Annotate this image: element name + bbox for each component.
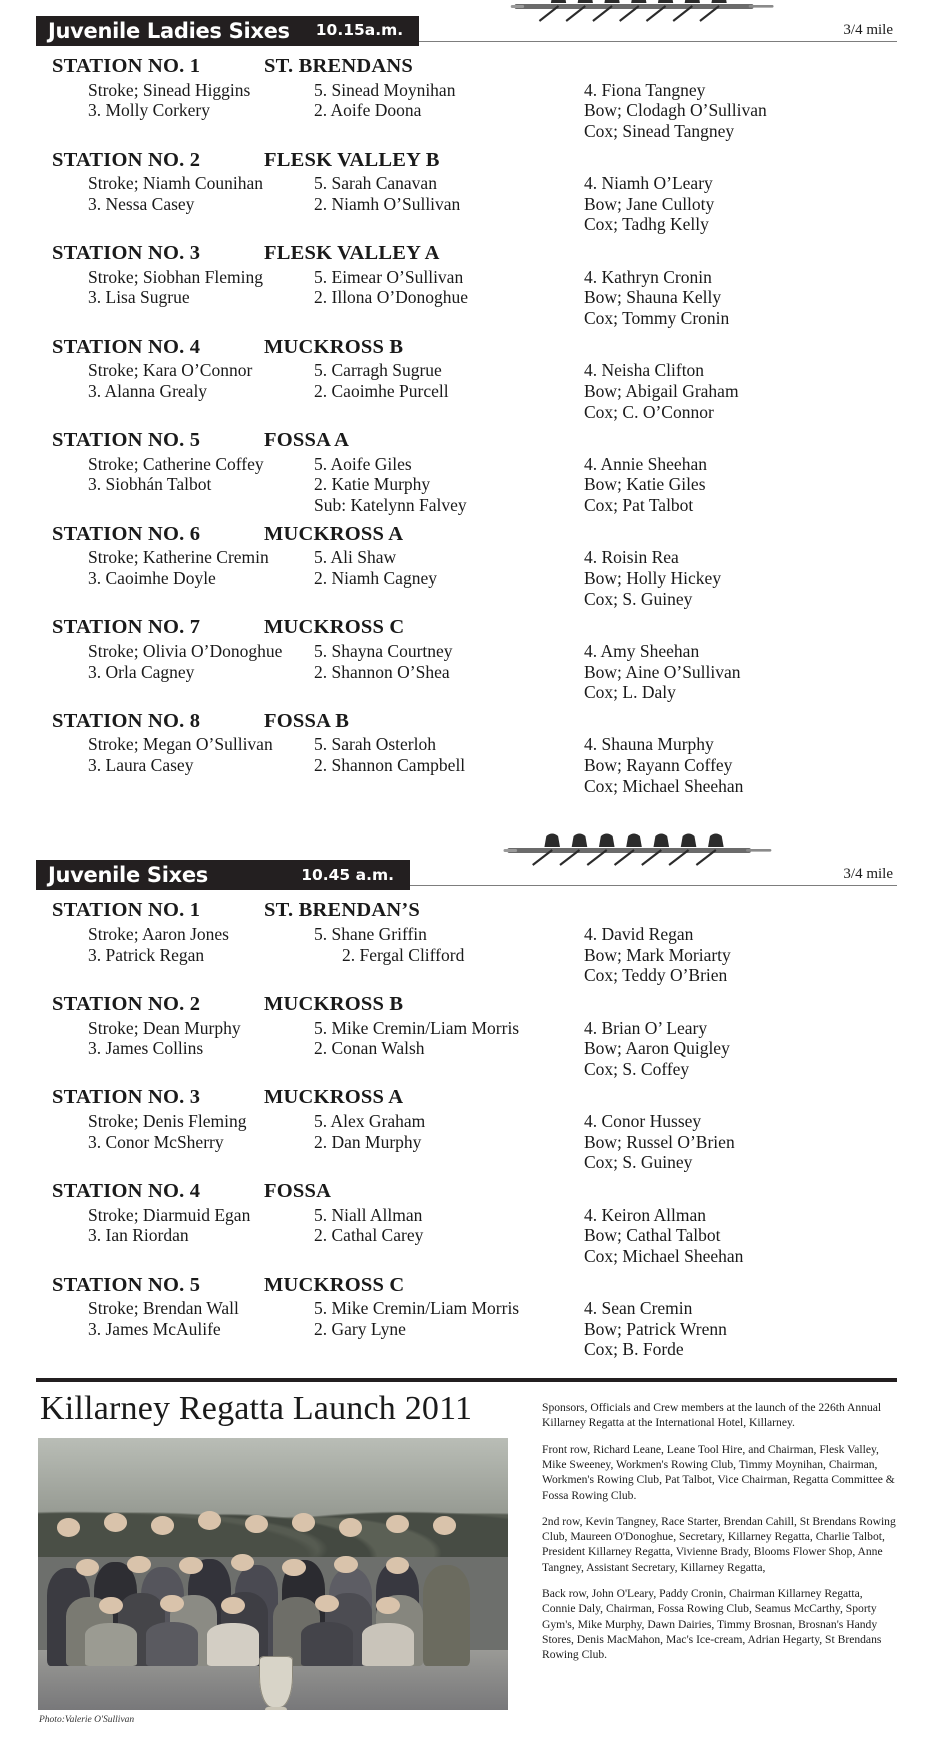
crew-line: 5. Carragh Sugrue	[314, 360, 442, 381]
station-club: MUCKROSS C	[264, 616, 405, 639]
crew-line: 5. Shayna Courtney	[314, 640, 453, 661]
station-number: STATION NO. 8	[52, 709, 201, 732]
crew-line: Stroke; Brendan Wall	[88, 1298, 239, 1319]
station-block	[36, 1179, 897, 1267]
crew-line: Stroke; Denis Fleming	[88, 1111, 247, 1132]
station-block	[36, 1273, 897, 1361]
crew-line: Cox; Michael Sheehan	[584, 1245, 744, 1266]
station-number: STATION NO. 4	[52, 335, 201, 358]
crew-column-2	[314, 267, 584, 329]
crew-line: Cox; B. Forde	[584, 1339, 684, 1360]
crew-line: Cox; Tommy Cronin	[584, 308, 730, 328]
crew-line: Cox; S. Coffey	[584, 1058, 690, 1079]
crew-column-1	[88, 360, 314, 422]
crew-column-2	[314, 1298, 584, 1360]
crew-line: 5. Ali Shaw	[314, 547, 397, 568]
station-club: ST. BRENDAN’S	[264, 899, 420, 922]
station-club: MUCKROSS B	[264, 335, 404, 358]
crew-line: 2. Gary Lyne	[314, 1318, 406, 1339]
band-rule	[419, 41, 897, 42]
crew-line: Stroke; Olivia O’Donoghue	[88, 640, 283, 661]
crew-line: Bow; Holly Hickey	[584, 568, 722, 588]
station-number: STATION NO. 2	[52, 148, 201, 171]
race-band-right	[410, 860, 897, 890]
station-block	[36, 898, 897, 986]
crew-line: Bow; Katie Giles	[584, 474, 706, 495]
feature-section	[36, 1378, 897, 1724]
race-band	[36, 844, 897, 890]
crew-line: 4. Kathryn Cronin	[584, 266, 712, 287]
crew-line: Cox; C. O’Connor	[584, 401, 714, 422]
crew-line: Cox; Tadhg Kelly	[584, 214, 709, 235]
station-number: STATION NO. 1	[52, 55, 201, 77]
crew-column-3	[584, 360, 897, 422]
crew-line: 3. Patrick Regan	[88, 944, 205, 965]
race-band-label	[36, 860, 410, 890]
crew-line: Bow; Jane Culloty	[584, 193, 715, 214]
race-time: 10.15a.m.	[315, 21, 404, 40]
station-header	[36, 898, 897, 924]
crew-row	[36, 1298, 897, 1360]
crew-column-1	[88, 173, 314, 235]
crew-line: 4. Brian O’ Leary	[584, 1017, 708, 1038]
caption-paragraph: Back row, John O'Leary, Paddy Cronin, Chairman Killarney Regatta, Connie Daly, Chairman, Fossa Rowing Club, Seamus McCarthy, Sporty Gym's, Mike Murphy, Dawn Dairies, Timmy Brosnan, Brosnan's Handy Stores, Denis MacMahon, Mac's Ice-cream, Adrian Hegarty, St Brendans Rowing Club.	[542, 1587, 882, 1662]
station-header	[36, 1179, 897, 1205]
crew-column-2	[314, 641, 584, 703]
crew-column-3	[584, 547, 897, 609]
crew-row	[36, 1018, 897, 1080]
rowing-eight-boat-icon	[419, 0, 897, 22]
station-number: STATION NO. 2	[52, 992, 201, 1015]
crew-column-2	[314, 1111, 584, 1173]
crew-line: 4. Neisha Clifton	[584, 360, 705, 381]
crew-column-1	[88, 924, 314, 986]
crew-line: Cox; Pat Talbot	[584, 495, 694, 516]
crew-line: 5. Eimear O’Sullivan	[314, 266, 464, 287]
crew-line: 3. Siobhán Talbot	[88, 474, 212, 495]
crew-substitute-line: Sub: Katelynn Falvey	[314, 495, 467, 516]
station-number: STATION NO. 1	[52, 899, 201, 922]
crew-line: Cox; S. Guiney	[584, 1152, 693, 1173]
section-spacer	[0, 802, 933, 844]
crew-line: Cox; L. Daly	[584, 682, 676, 703]
crew-line: 5. Alex Graham	[314, 1111, 426, 1132]
feature-caption-column	[542, 1388, 897, 1724]
crew-line: 2. Caoimhe Purcell	[314, 380, 449, 401]
station-block	[36, 992, 897, 1080]
crew-line: Stroke; Megan O’Sullivan	[88, 734, 273, 755]
crew-row	[36, 734, 897, 796]
crew-row	[36, 547, 897, 609]
crew-column-3	[584, 1205, 897, 1267]
crew-line: 3. James Collins	[88, 1038, 204, 1059]
crew-line: 5. Mike Cremin/Liam Morris	[314, 1017, 520, 1038]
crew-row	[36, 454, 897, 516]
photo-crowd	[38, 1508, 508, 1666]
station-header	[36, 148, 897, 174]
crew-line: Bow; Patrick Wrenn	[584, 1318, 727, 1339]
crew-column-3	[584, 267, 897, 329]
station-number: STATION NO. 7	[52, 616, 201, 639]
station-number: STATION NO. 3	[52, 1086, 201, 1109]
crew-row	[36, 924, 897, 986]
crew-line: Stroke; Katherine Cremin	[88, 547, 269, 568]
station-number: STATION NO. 3	[52, 242, 201, 265]
caption-paragraph: Front row, Richard Leane, Leane Tool Hire, and Chairman, Flesk Valley, Mike Sweeney, Workmen's Rowing Club, Timmy Moynihan, Chairman, Workmen's Rowing Club, Pat Talbot, Vice Chairman, Regatta Committee & Fossa Rowing Club.	[542, 1442, 895, 1502]
crew-column-2	[314, 173, 584, 235]
station-club: ST. BRENDANS	[264, 55, 413, 77]
crew-row	[36, 267, 897, 329]
crew-line: Bow; Rayann Coffey	[584, 755, 733, 776]
crew-line: Cox; Michael Sheehan	[584, 775, 744, 796]
crew-line: 4. David Regan	[584, 924, 694, 944]
station-club: MUCKROSS A	[264, 522, 404, 545]
station-block	[36, 241, 897, 329]
crew-line: 3. Laura Casey	[88, 755, 194, 776]
crew-line: Stroke; Niamh Counihan	[88, 173, 263, 194]
crew-column-1	[88, 641, 314, 703]
feature-left-column	[36, 1388, 526, 1724]
station-block	[36, 522, 897, 610]
crew-line: 5. Aoife Giles	[314, 453, 412, 474]
crew-row	[36, 641, 897, 703]
crew-column-3	[584, 641, 897, 703]
crew-row	[36, 360, 897, 422]
station-header	[36, 335, 897, 361]
station-block	[36, 615, 897, 703]
crew-line: Stroke; Kara O’Connor	[88, 360, 253, 381]
crew-line: Cox; S. Guiney	[584, 588, 693, 609]
crew-line: 3. Nessa Casey	[88, 193, 195, 214]
crew-column-2	[314, 1018, 584, 1080]
crew-line: 5. Sinead Moynihan	[314, 79, 456, 100]
station-club: FOSSA B	[264, 709, 350, 732]
crew-row	[36, 173, 897, 235]
crew-column-3	[584, 734, 897, 796]
crew-line: 4. Shauna Murphy	[584, 734, 714, 755]
crew-line: Stroke; Sinead Higgins	[88, 79, 251, 100]
crew-line: 3. James McAulife	[88, 1318, 221, 1339]
crew-column-1	[88, 1111, 314, 1173]
station-club: MUCKROSS B	[264, 992, 404, 1015]
station-number: STATION NO. 5	[52, 429, 201, 452]
crew-line: Bow; Cathal Talbot	[584, 1225, 721, 1246]
station-header	[36, 428, 897, 454]
station-block	[36, 428, 897, 516]
crew-line: 3. Alanna Grealy	[88, 380, 208, 401]
race-section-juvenile-sixes	[0, 844, 933, 1360]
race-title: Juvenile Ladies Sixes	[48, 18, 290, 43]
station-block	[36, 335, 897, 423]
station-club: MUCKROSS C	[264, 1273, 405, 1296]
crew-line: 5. Sarah Canavan	[314, 173, 437, 194]
crew-row	[36, 1205, 897, 1267]
crew-column-1	[88, 1018, 314, 1080]
crew-line: Stroke; Aaron Jones	[88, 924, 229, 944]
station-block	[36, 54, 897, 142]
race-band	[36, 0, 897, 46]
group-photo	[38, 1438, 508, 1710]
crew-line: 3. Lisa Sugrue	[88, 287, 190, 308]
race-distance: 3/4 mile	[843, 866, 893, 883]
crew-line: 4. Sean Cremin	[584, 1298, 693, 1319]
crew-line: 2. Aoife Doona	[314, 100, 422, 121]
crew-line: 5. Shane Griffin	[314, 924, 427, 944]
race-distance: 3/4 mile	[843, 22, 893, 38]
crew-column-1	[88, 547, 314, 609]
station-header	[36, 1085, 897, 1111]
crew-column-2	[314, 454, 584, 516]
crew-line: 2. Shannon O’Shea	[314, 661, 450, 682]
crew-line: Stroke; Diarmuid Egan	[88, 1204, 251, 1225]
station-header	[36, 615, 897, 641]
crew-line: Bow; Aaron Quigley	[584, 1038, 730, 1059]
crew-column-3	[584, 454, 897, 516]
photo-credit: Photo:Valerie O'Sullivan	[39, 1714, 135, 1725]
crew-column-1	[88, 1205, 314, 1267]
crew-line: Bow; Shauna Kelly	[584, 287, 722, 308]
station-number: STATION NO. 5	[52, 1273, 201, 1296]
crew-line: 5. Mike Cremin/Liam Morris	[314, 1298, 520, 1319]
crew-column-2	[314, 80, 584, 142]
crew-line: 4. Conor Hussey	[584, 1111, 702, 1132]
crew-column-2	[314, 1205, 584, 1267]
station-header	[36, 992, 897, 1018]
station-block	[36, 1085, 897, 1173]
crew-line: 3. Conor McSherry	[88, 1131, 224, 1152]
crew-line: Cox; Teddy O’Brien	[584, 965, 728, 986]
crew-column-3	[584, 1111, 897, 1173]
station-club: MUCKROSS A	[264, 1086, 404, 1109]
crew-line: Bow; Aine O’Sullivan	[584, 661, 741, 682]
race-section-juvenile-ladies-sixes	[0, 0, 933, 796]
race-time: 10.45 a.m.	[301, 865, 394, 884]
station-header	[36, 241, 897, 267]
crew-column-1	[88, 454, 314, 516]
crew-line: Stroke; Catherine Coffey	[88, 453, 264, 474]
trophy-cup	[259, 1656, 293, 1708]
crew-line: 4. Annie Sheehan	[584, 453, 707, 474]
station-club: FOSSA	[264, 1180, 332, 1203]
crew-line: 2. Fergal Clifford	[342, 944, 465, 965]
station-club: FOSSA A	[264, 429, 350, 452]
crew-column-3	[584, 80, 897, 142]
crew-column-3	[584, 1018, 897, 1080]
crew-line: Bow; Mark Moriarty	[584, 944, 731, 965]
crew-line: 2. Niamh O’Sullivan	[314, 193, 461, 214]
crew-column-1	[88, 80, 314, 142]
band-rule	[410, 885, 897, 886]
crew-line: Cox; Sinead Tangney	[584, 120, 735, 141]
crew-column-1	[88, 267, 314, 329]
crew-line: Bow; Abigail Graham	[584, 380, 739, 401]
crew-line: 3. Orla Cagney	[88, 661, 195, 682]
crew-line: 3. Molly Corkery	[88, 100, 211, 121]
race-title: Juvenile Sixes	[48, 862, 209, 887]
crew-column-3	[584, 1298, 897, 1360]
crew-column-1	[88, 734, 314, 796]
crew-column-2	[314, 734, 584, 796]
crew-line: 2. Niamh Cagney	[314, 568, 437, 588]
station-list	[36, 890, 897, 1360]
crew-line: 4. Amy Sheehan	[584, 640, 700, 661]
crew-column-2	[314, 924, 584, 986]
crew-column-2	[314, 547, 584, 609]
crew-line: 4. Fiona Tangney	[584, 79, 706, 100]
race-band-label	[36, 16, 419, 46]
crew-column-1	[88, 1298, 314, 1360]
station-header	[36, 1273, 897, 1299]
crew-column-3	[584, 924, 897, 986]
station-header	[36, 709, 897, 735]
crew-line: 5. Sarah Osterloh	[314, 734, 436, 755]
crew-line: 3. Ian Riordan	[88, 1225, 189, 1246]
station-number: STATION NO. 6	[52, 522, 201, 545]
race-band-right	[419, 16, 897, 46]
crew-line: 2. Cathal Carey	[314, 1225, 424, 1246]
station-header	[36, 54, 897, 80]
station-club: FLESK VALLEY A	[264, 242, 440, 265]
station-list	[36, 46, 897, 796]
crew-line: 4. Keiron Allman	[584, 1204, 706, 1225]
crew-line: Stroke; Siobhan Fleming	[88, 266, 263, 287]
station-header	[36, 522, 897, 548]
caption-paragraph: Sponsors, Officials and Crew members at the launch of the 226th Annual Killarney Regatta at the International Hotel, Killarney.	[542, 1401, 882, 1430]
crew-row	[36, 80, 897, 142]
crew-line: 4. Roisin Rea	[584, 547, 679, 568]
station-club: FLESK VALLEY B	[264, 148, 440, 171]
crew-line: 2. Dan Murphy	[314, 1131, 422, 1152]
crew-line: 2. Katie Murphy	[314, 474, 431, 495]
feature-title: Killarney Regatta Launch 2011	[40, 1390, 473, 1428]
station-number: STATION NO. 4	[52, 1180, 201, 1203]
crew-column-3	[584, 173, 897, 235]
crew-line: 5. Niall Allman	[314, 1204, 423, 1225]
crew-line: Bow; Russel O’Brien	[584, 1131, 735, 1152]
crew-line: Bow; Clodagh O’Sullivan	[584, 100, 767, 121]
crew-column-2	[314, 360, 584, 422]
crew-line: 2. Shannon Campbell	[314, 755, 466, 776]
crew-line: 4. Niamh O’Leary	[584, 173, 713, 194]
caption-paragraph: 2nd row, Kevin Tangney, Race Starter, Brendan Cahill, St Brendans Rowing Club, Maureen O'Donoghue, Secretary, Killarney Regatta, Charlie Talbot, President Killarney Regatta, Vivienne Brady, Blooms Flower Shop, Anne Tangney, Assistant Secretary, Killarney Regatta,	[542, 1514, 896, 1574]
crew-line: 2. Conan Walsh	[314, 1038, 425, 1059]
crew-line: Stroke; Dean Murphy	[88, 1017, 241, 1038]
crew-line: 2. Illona O’Donoghue	[314, 287, 469, 308]
station-block	[36, 148, 897, 236]
crew-row	[36, 1111, 897, 1173]
crew-line: 3. Caoimhe Doyle	[88, 568, 216, 588]
station-block	[36, 709, 897, 797]
